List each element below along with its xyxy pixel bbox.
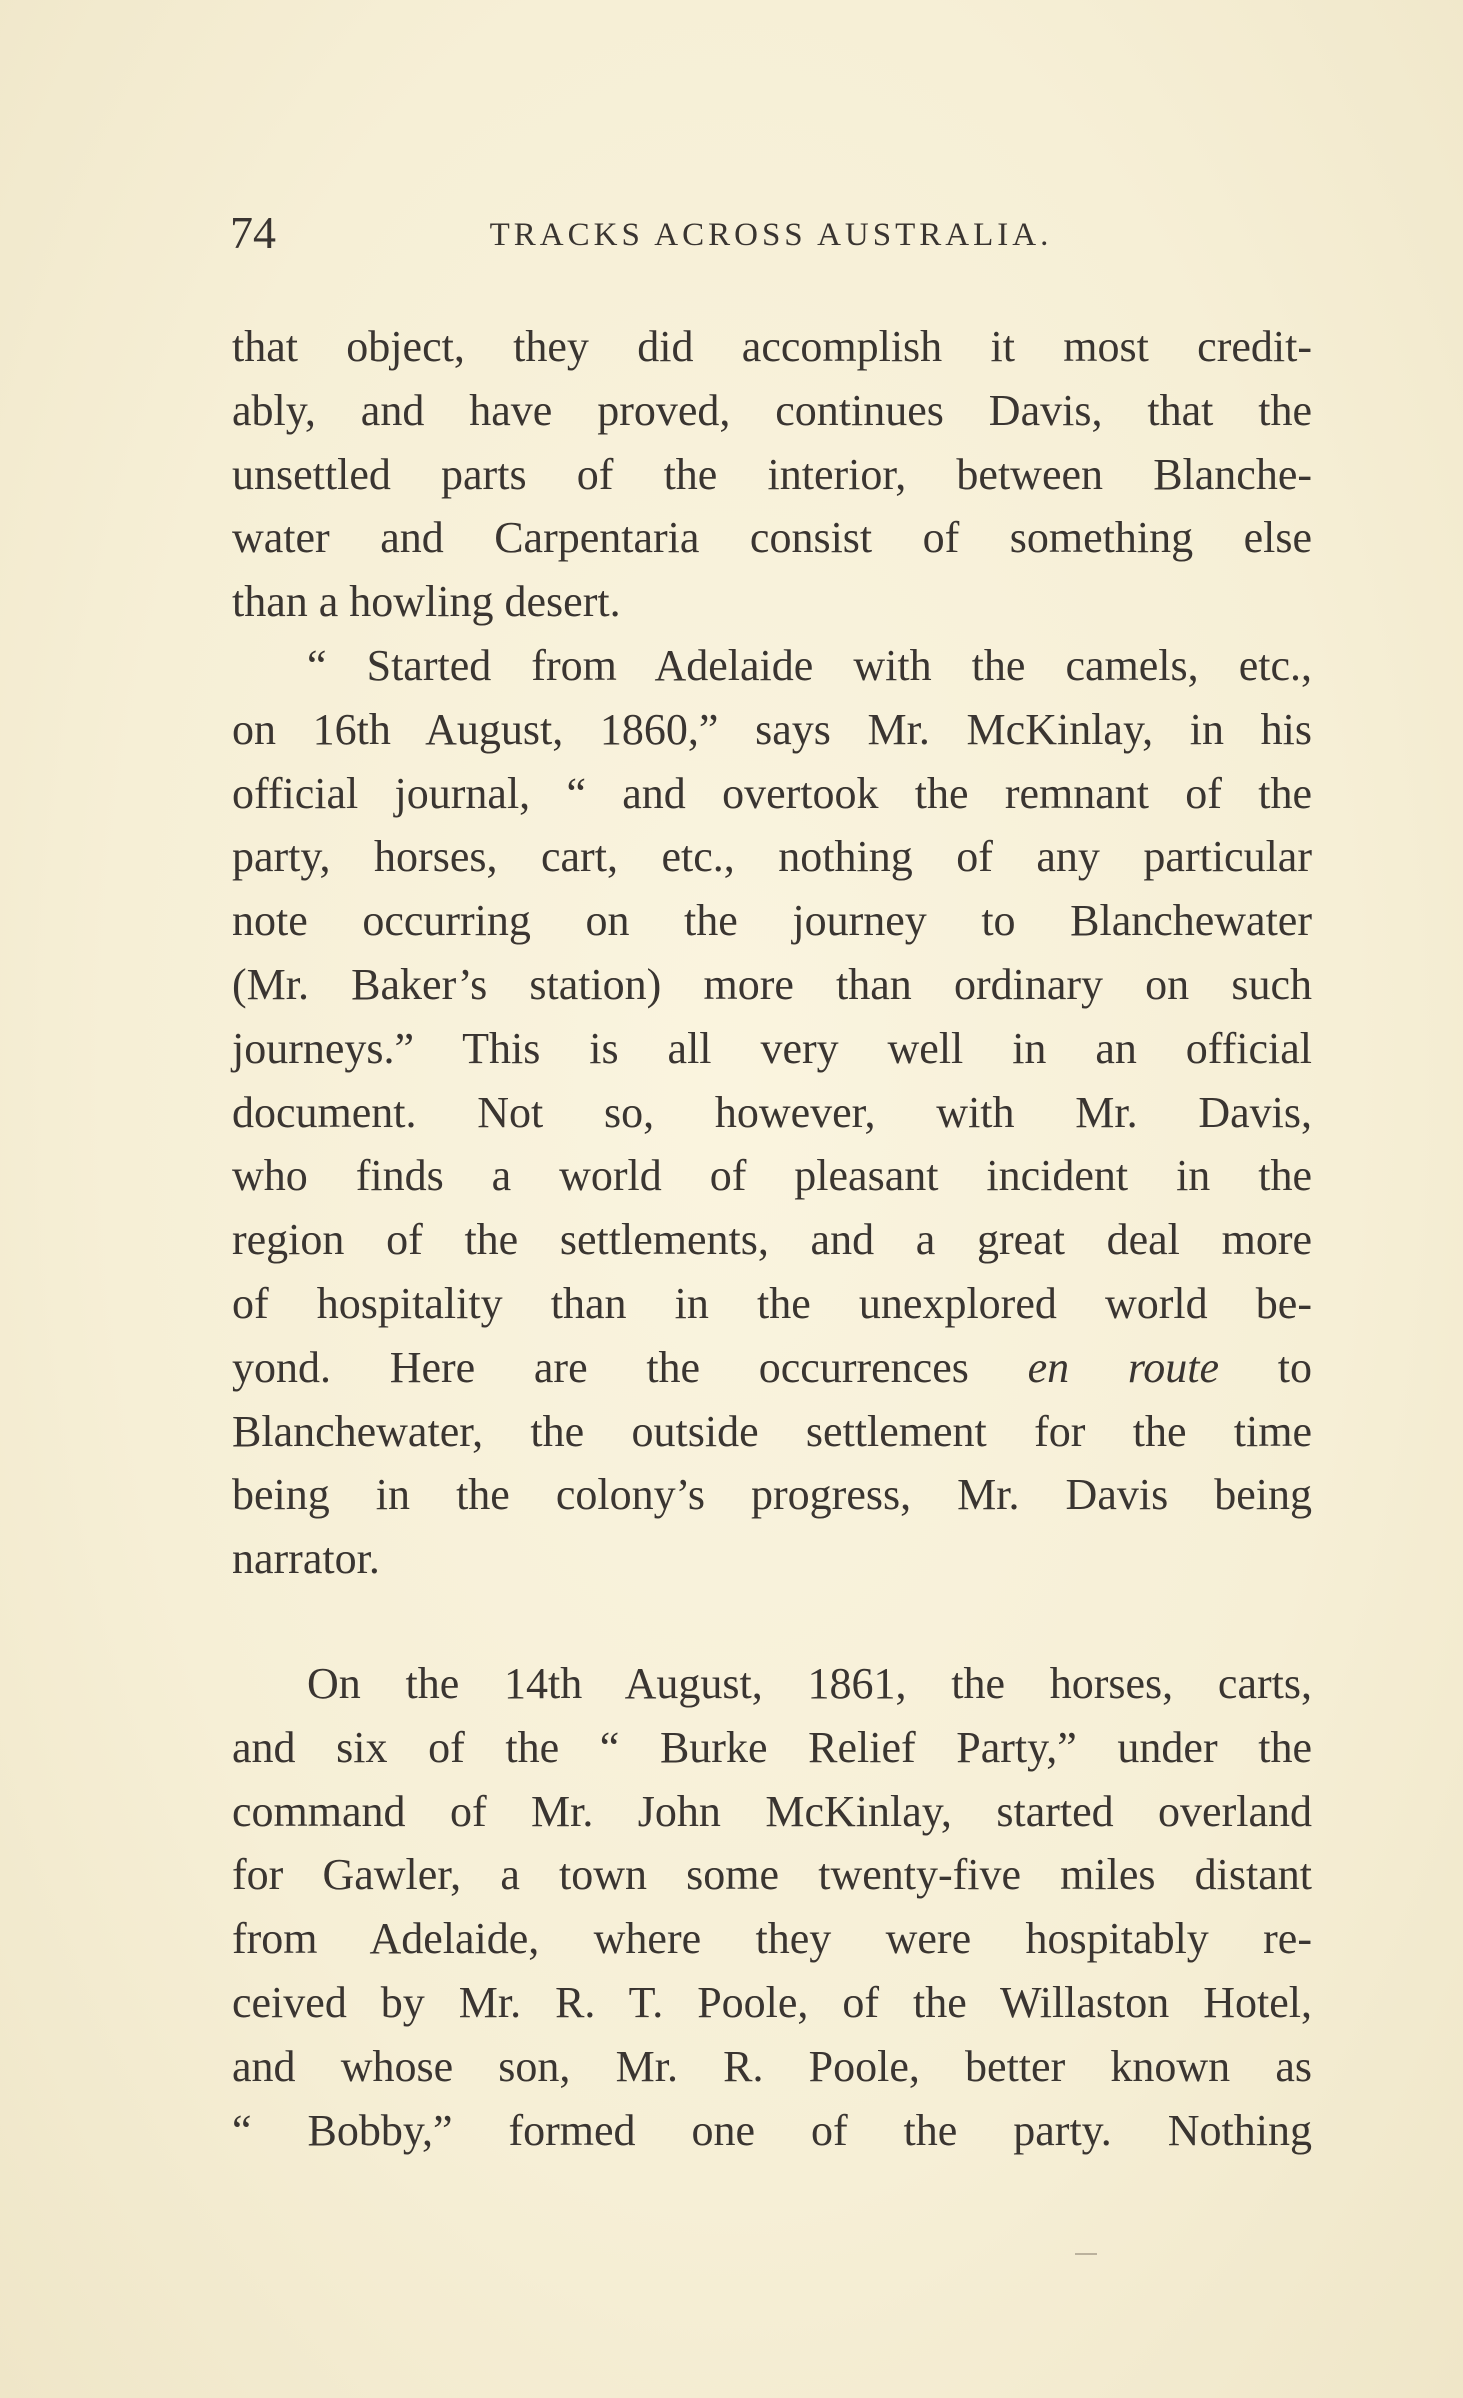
text-line: party, horses, cart, etc., nothing of any particular (232, 832, 1312, 882)
paragraph-3 (232, 1652, 1312, 2162)
text-line: and six of the “ Burke Relief Party,” under the (232, 1722, 1312, 1772)
paragraph-2 (232, 634, 1312, 1591)
page-number: 74 (230, 207, 276, 258)
text-line: journeys.” This is all very well in an official (232, 1023, 1312, 1073)
text-line: unsettled parts of the interior, between Blanche- (232, 449, 1312, 499)
text-line: ably, and have proved, continues Davis, that the (232, 385, 1312, 435)
text-line: who finds a world of pleasant incident in the (232, 1151, 1312, 1201)
section-gap (232, 1591, 1312, 1652)
print-smudge (1075, 2253, 1097, 2255)
text-line-with-italic (232, 1336, 1312, 1400)
text-line: than a howling desert. (232, 577, 621, 627)
text-line: “ Started from Adelaide with the camels, etc., (307, 640, 1312, 690)
text-line: for Gawler, a town some twenty-five miles distant (232, 1850, 1312, 1900)
text-line: “ Bobby,” formed one of the party. Nothing (232, 2105, 1312, 2155)
text-line: command of Mr. John McKinlay, started overland (232, 1786, 1312, 1836)
text-segment: to (1277, 1342, 1313, 1392)
text-line: ceived by Mr. R. T. Poole, of the Willaston Hotel, (232, 1977, 1312, 2027)
text-line: water and Carpentaria consist of something else (232, 513, 1312, 563)
text-line: official journal, “ and overtook the remnant of the (232, 768, 1312, 818)
text-line: from Adelaide, where they were hospitably re- (232, 1914, 1312, 1964)
paragraph-1 (232, 315, 1312, 634)
text-line: Blanchewater, the outside settlement for the time (232, 1406, 1312, 1456)
running-head: TRACKS ACROSS AUSTRALIA. (489, 217, 1053, 253)
italic-phrase: en route (1027, 1342, 1220, 1392)
text-segment: yond. Here are the occurrences (232, 1342, 969, 1392)
text-line: (Mr. Baker’s station) more than ordinary on such (232, 959, 1312, 1009)
text-line: document. Not so, however, with Mr. Davis, (232, 1087, 1312, 1137)
text-line: On the 14th August, 1861, the horses, carts, (307, 1658, 1312, 1708)
text-line: being in the colony’s progress, Mr. Davis being (232, 1470, 1312, 1520)
text-line: on 16th August, 1860,” says Mr. McKinlay, in his (232, 704, 1312, 754)
text-line: narrator. (232, 1534, 380, 1584)
body-text (232, 315, 1312, 2162)
text-line: region of the settlements, and a great deal more (232, 1215, 1312, 1265)
page-header (230, 203, 1312, 263)
text-line: that object, they did accomplish it most credit- (232, 322, 1312, 371)
text-line: of hospitality than in the unexplored world be- (232, 1278, 1312, 1328)
text-line: and whose son, Mr. R. Poole, better known as (232, 2041, 1312, 2091)
text-line: note occurring on the journey to Blanchewater (232, 896, 1312, 946)
